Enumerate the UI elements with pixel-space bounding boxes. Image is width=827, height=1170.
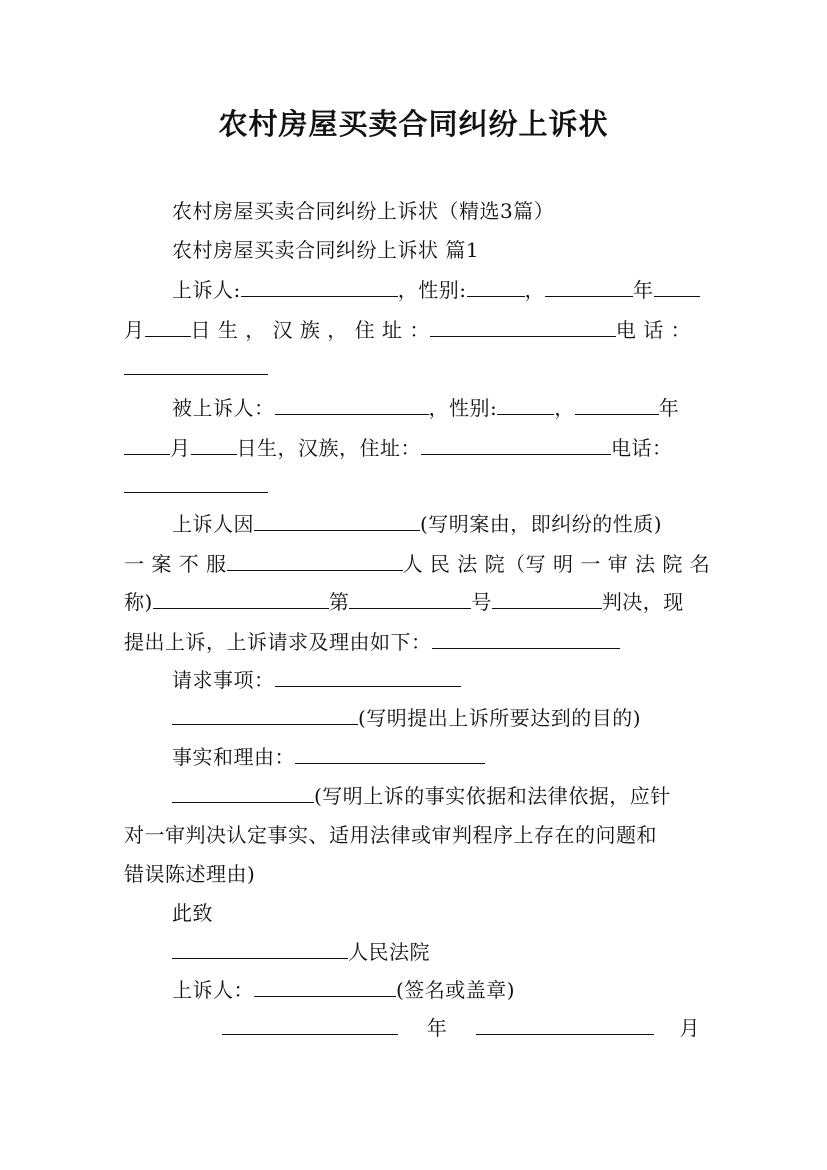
- appellee-line-2: [124, 436, 673, 460]
- facts-note-1: (写明上诉的事实依据和法律依据，应针: [314, 784, 671, 808]
- facts-blank: [295, 745, 485, 764]
- salutation: 此致: [172, 901, 213, 925]
- facts-line: [172, 745, 485, 769]
- appellant-name-blank: [241, 278, 398, 297]
- appellant-year-label: 年: [633, 278, 654, 302]
- signature-line: [172, 978, 515, 1002]
- facts-note-line-3: 错误陈述理由): [124, 862, 256, 886]
- appellant-line-2: [124, 318, 691, 342]
- request-label: 请求事项：: [172, 668, 275, 692]
- appellee-year-blank: [575, 396, 659, 415]
- court-address-blank: [172, 940, 348, 959]
- case-type-blank: [492, 590, 602, 609]
- appellee-month-label: 月: [170, 436, 191, 460]
- appellant-phone-blank: [124, 356, 268, 375]
- hao-text: 号: [471, 590, 492, 614]
- appellant-label: 上诉人:: [172, 278, 241, 302]
- document-title: 农村房屋买卖合同纠纷上诉状: [218, 107, 609, 141]
- appellant-phone-label: 电 话 ：: [615, 318, 692, 342]
- request-line: [172, 668, 461, 692]
- appellee-gender-label: ，性别:: [428, 396, 498, 420]
- cause-line: [172, 512, 662, 536]
- request-blank: [275, 668, 461, 687]
- appellee-year-label: 年: [658, 396, 680, 420]
- appellee-comma: ，: [554, 396, 575, 420]
- cause-prefix: 上诉人因: [172, 512, 254, 536]
- court-address-line: [172, 940, 430, 964]
- appellant-born-text: 日 生 ， 汉 族 ， 住 址 ：: [190, 318, 430, 342]
- case-year-blank: [153, 590, 329, 609]
- refuse-line: [124, 552, 710, 576]
- appellant-comma: ，: [524, 278, 545, 302]
- appellee-line-3: [124, 474, 268, 498]
- court-suffix: 人民法院: [348, 940, 430, 964]
- appellee-address-blank: [421, 436, 611, 455]
- appellant-month-blank: [654, 278, 700, 297]
- cause-note: (写明案由，即纠纷的性质): [420, 512, 663, 536]
- appellee-name-blank: [275, 396, 429, 415]
- appellant-day-blank: [145, 318, 191, 337]
- date-year-label: 年: [426, 1016, 448, 1040]
- appeal-blank: [432, 630, 620, 649]
- facts-note-line-1: [172, 784, 671, 808]
- facts-note-line-2: 对一审判决认定事实、适用法律或审判程序上存在的问题和: [124, 823, 657, 847]
- di-text: 第: [328, 590, 350, 614]
- date-month-blank: [476, 1016, 654, 1035]
- request-note-line: [172, 706, 641, 730]
- appellee-label: 被上诉人：: [172, 396, 275, 420]
- appellant-line-1: [172, 278, 700, 302]
- judgment-text: 判决，现: [601, 590, 684, 614]
- signature-blank: [254, 978, 396, 997]
- appellant-year-blank: [545, 278, 633, 297]
- court-blank: [227, 552, 403, 571]
- section-heading: 农村房屋买卖合同纠纷上诉状 篇1: [172, 238, 480, 262]
- appellee-phone-label: 电话：: [611, 436, 673, 460]
- date-year-blank: [222, 1016, 398, 1035]
- judgment-line: [124, 590, 684, 614]
- appellee-day-blank: [191, 436, 237, 455]
- appellee-born-text: 日生，汉族，住址：: [236, 436, 421, 460]
- case-number-blank: [349, 590, 471, 609]
- appellant-address-blank: [430, 318, 616, 337]
- appellee-month-blank: [124, 436, 170, 455]
- request-detail-blank: [172, 706, 358, 725]
- appellant-gender-label: ，性别:: [397, 278, 467, 302]
- appeal-line: [124, 630, 620, 654]
- date-line: [222, 1016, 700, 1040]
- document-subtitle: 农村房屋买卖合同纠纷上诉状（精选3篇）: [172, 199, 555, 223]
- sign-note: (签名或盖章): [396, 978, 516, 1002]
- date-month-label: 月: [679, 1016, 700, 1040]
- appellee-line-1: [172, 396, 679, 420]
- appellee-gender-blank: [497, 396, 554, 415]
- cause-blank: [254, 512, 420, 531]
- refuse-text: 一 案 不 服: [124, 552, 227, 576]
- facts-label: 事实和理由：: [172, 745, 295, 769]
- appellee-phone-blank: [124, 474, 268, 493]
- appeal-text: 提出上诉，上诉请求及理由如下：: [124, 630, 432, 654]
- appellant-gender-blank: [467, 278, 525, 297]
- request-note: (写明提出上诉所要达到的目的): [358, 706, 642, 730]
- appellant-month-label: 月: [124, 318, 145, 342]
- court-note: 人 民 法 院（写 明 一 审 法 院 名: [402, 552, 711, 576]
- name-close-text: 称): [124, 590, 153, 614]
- appellant-line-3: [124, 356, 268, 380]
- sign-label: 上诉人：: [172, 978, 254, 1002]
- facts-detail-blank: [172, 784, 314, 803]
